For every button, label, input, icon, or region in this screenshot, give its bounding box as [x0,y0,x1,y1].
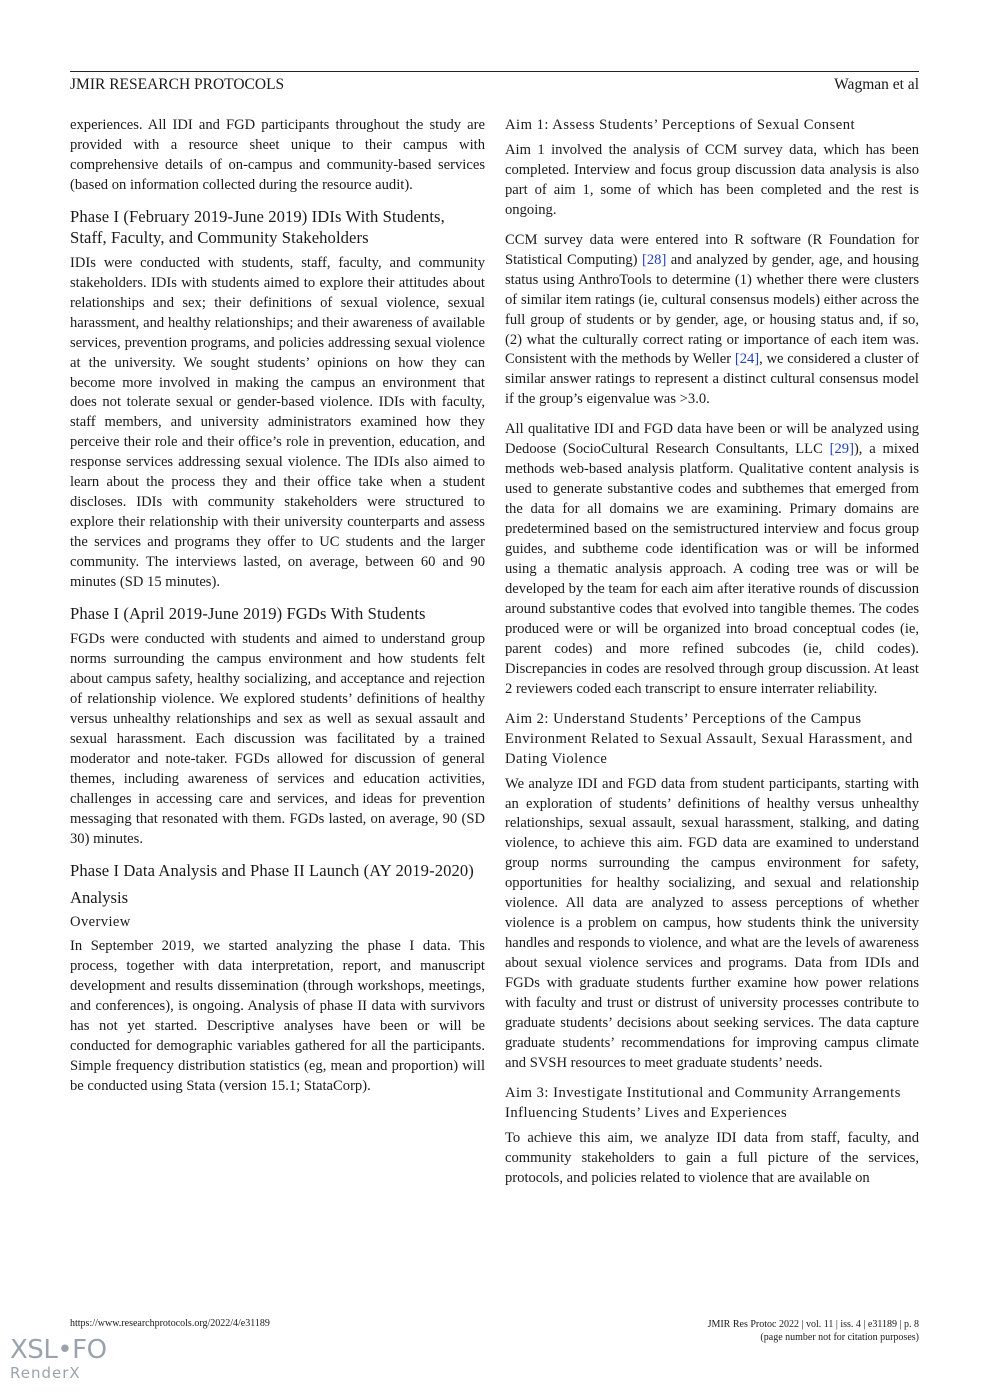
footer-note: (page number not for citation purposes) [760,1332,919,1343]
subsection-heading: Analysis [70,887,129,907]
text-run: , we considered a cluster of similar answer ratings to represent a distinct cultural consensus model if the group’s eigenvalue was >3.0. [505,351,919,408]
reference-link[interactable]: [28] [642,251,667,268]
subsubsection-heading: Overview [70,913,131,930]
paragraph: In September 2019, we started analyzing the phase I data. This process, together with data interpretation, report, and manuscript development and results dissemination (through workshops, meetings, and conferences), is ongoing. Analysis of phase II data with survivors has not yet started. Descriptive analyses have been or will be conducted for demographic variables gathered for all the participants. Simple frequency distribution statistics (eg, mean and proportion) will be conducted using Stata (version 15.1; StataCorp). [70,938,485,1095]
paragraph: experiences. All IDI and FGD participants throughout the study are provided with a resource sheet unique to their campus with comprehensive details of on-campus and community-based services (based on information collected during the resource audit). [70,117,485,193]
reference-link[interactable]: [29] [829,441,854,458]
paragraph [505,231,919,411]
author-running-head: Wagman et al [834,76,919,93]
paragraph [505,420,919,699]
paragraph: To achieve this aim, we analyze IDI data from staff, faculty, and community stakeholders to gain a full picture of the services, protocols, and policies related to violence that are available on [505,1129,919,1186]
aim-heading: Aim 1: Assess Students’ Perceptions of Sexual Consent [505,117,856,133]
paragraph: IDIs were conducted with students, staff, faculty, and community stakeholders. IDIs with students aimed to explore their attitudes about relationships and sex; their definitions of sexual violence, sexual harassment, and healthy relationships; and their awareness of available services, prevention programs, and policies addressing sexual violence at the university. We sought students’ opinions on how they can become more involved in making the campus an environment that does not tolerate sexual or gender-based violence. IDIs with faculty, staff members, and university administrators examined how they perceive their role and their office’s role in prevention, education, and response services addressing sexual violence. The IDIs also aimed to learn about the process they and their office take when a student discloses. IDIs with community stakeholders were structured to explore their relationship with their university counterparts and assess the services and programs they offer to UC students and the larger community. The interviews lasted, on average, between 60 and 90 minutes (SD 15 minutes). [70,254,485,591]
text-run: ), a mixed methods web-based analysis platform. Qualitative content analysis is used to generate substantive codes and subthemes that emerged from the data for all domains we are examining. Primary domains are predetermined based on the semistructured interview and focus group guides, and subtheme code identification was or will be informed using a thematic analysis approach. A coding tree was or will be developed by the team for each aim after iterative rounds of discussion around substantive codes that evolved into tangible themes. The codes produced were or will be organized into broad conceptual codes (ie, parent codes) and more refined subcodes (ie, child codes). Discrepancies in codes are resolved through group discussion. At least 2 reviewers coded each transcript to ensure interrater reliability. [505,441,919,697]
aim-heading: Aim 2: Understand Students’ Perceptions of the Campus Environment Related to Sexual Assault, Sexual Harassment, and Dating Violence [505,710,913,767]
right-column [505,116,919,1199]
journal-name: JMIR RESEARCH PROTOCOLS [70,76,285,93]
running-header [70,71,919,94]
reference-link[interactable]: [24] [734,351,760,368]
footer-citation-block [708,1318,919,1344]
renderx-watermark [10,1336,107,1382]
text-run: All qualitative IDI and FGD data have been or will be analyzed using Dedoose (SocioCultural Research Consultants, LLC [505,421,919,458]
paragraph: Aim 1 involved the analysis of CCM survey data, which has been completed. Interview and focus group discussion data analysis is also part of aim 1, some of which has been completed and the rest is ongoing. [505,141,919,218]
paragraph: We analyze IDI and FGD data from student participants, starting with an exploration of students’ definitions of healthy versus unhealthy relationships, sexual assault, sexual harassment, stalking, and dating violence, to achieve this aim. FGD data are examined to understand group norms surrounding the campus environment for safety, opportunities for healthy socializing, and sexual and relationship violence. All data are analyzed to assess perceptions of whether violence is a problem on campus, how students think the university handles and responds to violence, and what are the levels of awareness about sexual violence services and programs. Data from IDIs and FGDs with graduate students further examine how power relations with faculty and trust or distrust of university processes contribute to graduate students’ decisions about seeking services. The data capture graduate students’ recommendations for improving campus climate and SVSH resources to meet graduate students’ needs. [505,775,919,1071]
paragraph: FGDs were conducted with students and aimed to understand group norms surrounding the campus environment and how students felt about campus safety, healthy socializing, and acceptance and rejection of relationship violence. We explored students’ definitions of healthy versus unhealthy relationships and sex as well as sexual assault and sexual harassment. Each discussion was facilitated by a trained moderator and note-taker. FGDs allowed for discussion of general themes, including awareness of services and education activities, challenges in accessing care and services, and ideas for prevention messaging that resonated with them. FGDs lasted, on average, 90 (SD 30) minutes. [70,631,485,847]
footer-citation: JMIR Res Protoc 2022 | vol. 11 | iss. 4 | e31189 | p. 8 [707,1319,919,1330]
section-heading: Phase I (April 2019-June 2019) FGDs With Students [70,604,426,624]
left-column [70,116,485,1107]
section-heading: Phase I (February 2019-June 2019) IDIs With Students, Staff, Faculty, and Community Stakeholders [70,206,445,247]
footer-url[interactable]: https://www.researchprotocols.org/2022/4/e31189 [70,1318,270,1329]
section-heading: Phase I Data Analysis and Phase II Launch (AY 2019-2020) [70,860,474,880]
watermark-line: XSL•FO [10,1335,107,1365]
aim-heading: Aim 3: Investigate Institutional and Community Arrangements Influencing Students’ Lives and Experiences [505,1084,901,1121]
watermark-line: RenderX [10,1364,81,1382]
text-run: CCM survey data were entered into R software (R Foundation for Statistical Computing) [505,231,919,268]
text-run: and analyzed by gender, age, and housing status using AnthroTools to determine (1) whether there were clusters of similar item ratings (ie, cultural consensus models) either across the full group of students or by gender, age, or housing status and, if so, (2) what the culturally correct rating or importance of each item was. Consistent with the methods by Weller [505,251,919,368]
